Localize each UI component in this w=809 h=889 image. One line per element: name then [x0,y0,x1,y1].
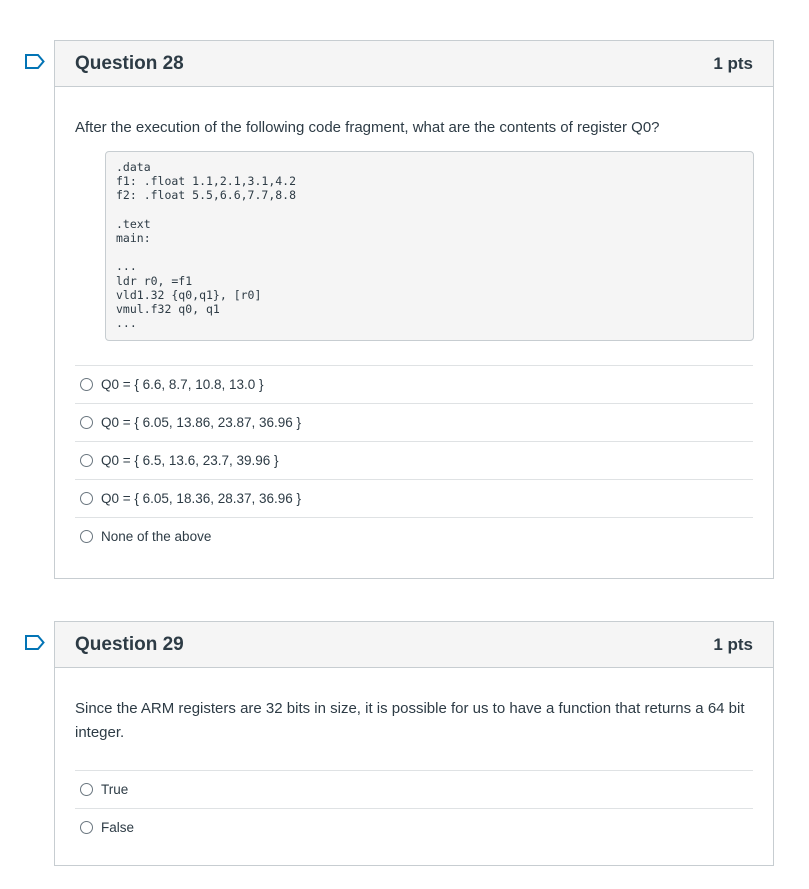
answer-label: Q0 = { 6.6, 8.7, 10.8, 13.0 } [101,377,264,392]
answer-label: True [101,782,129,797]
question-text: After the execution of the following code fragment, what are the contents of register Q0? [75,119,660,136]
radio-button[interactable] [80,378,93,391]
answer-option[interactable] [75,479,753,517]
flag-question-icon[interactable] [25,635,45,650]
answer-label: None of the above [101,529,212,544]
answer-option[interactable] [75,517,753,555]
question-points: 1 pts [713,634,753,654]
answer-option[interactable] [75,808,753,846]
question-body [55,87,773,555]
flag-question-icon[interactable] [25,54,45,69]
question-title: Question 28 [75,52,184,74]
radio-button[interactable] [80,454,93,467]
question-body [55,668,773,846]
question-title: Question 29 [75,633,184,655]
answer-option[interactable] [75,403,753,441]
radio-button[interactable] [80,416,93,429]
answer-label: Q0 = { 6.5, 13.6, 23.7, 39.96 } [101,453,279,468]
answer-label: False [101,820,135,835]
question-header [55,41,773,87]
answer-label: Q0 = { 6.05, 18.36, 28.37, 36.96 } [101,491,302,506]
radio-button[interactable] [80,530,93,543]
radio-button[interactable] [80,783,93,796]
answer-label: Q0 = { 6.05, 13.86, 23.87, 36.96 } [101,415,302,430]
answer-option[interactable] [75,365,753,403]
answer-option[interactable] [75,770,753,808]
question-points: 1 pts [713,53,753,73]
answer-list [75,770,753,846]
radio-button[interactable] [80,492,93,505]
answer-option[interactable] [75,441,753,479]
question-28 [54,40,774,579]
radio-button[interactable] [80,821,93,834]
question-29 [54,621,774,866]
answer-list [75,365,753,555]
code-block: .data f1: .float 1.1,2.1,3.1,4.2 f2: .float 5.5,6.6,7.7,8.8 .text main: ... ldr r0, =f1 vld1.32 {q0,q1}, [r0] vmul.f32 q0, q1 ... [105,151,754,341]
question-text: Since the ARM registers are 32 bits in size, it is possible for us to have a function that returns a 64 bit integer. [75,700,745,741]
question-header [55,622,773,668]
